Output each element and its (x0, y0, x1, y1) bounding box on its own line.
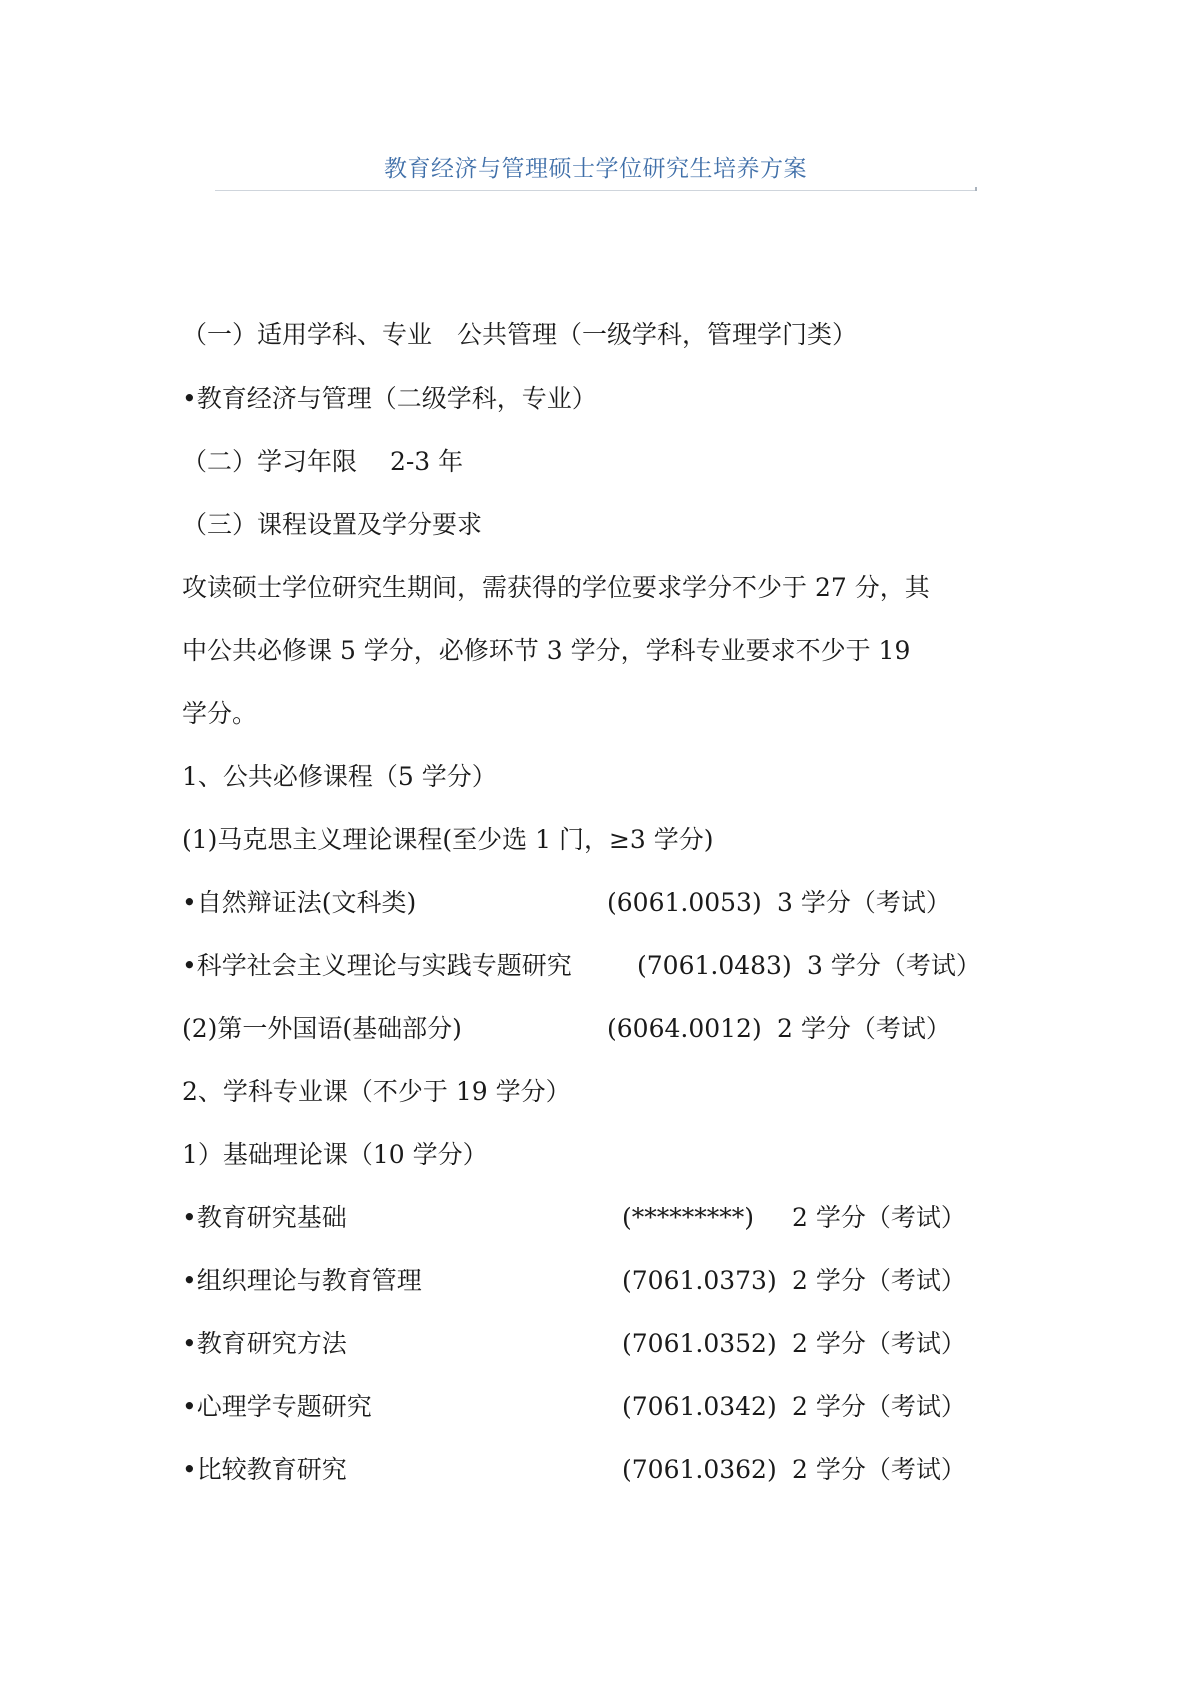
course-credit: 2 学分（考试） (792, 1392, 966, 1421)
paragraph-line-2: 中公共必修课 5 学分，必修环节 3 学分，学科专业要求不少于 19 (182, 636, 911, 665)
header-rule (215, 190, 975, 191)
course-name: •组织理论与教育管理 (182, 1266, 422, 1295)
subsection-basic-theory: 1）基础理论课（10 学分） (182, 1140, 488, 1169)
course-code: (7061.0342) (622, 1392, 777, 1421)
course-name: •自然辩证法(文科类) (182, 888, 417, 917)
course-credit: 2 学分（考试） (777, 1014, 951, 1043)
section-2-study-duration: （二）学习年限 2-3 年 (182, 447, 464, 476)
course-name: •心理学专题研究 (182, 1392, 372, 1421)
course-code: (7061.0373) (622, 1266, 777, 1295)
bullet-discipline-detail: •教育经济与管理（二级学科，专业） (182, 384, 597, 413)
paragraph-line-3: 学分。 (182, 699, 258, 728)
course-code: (7061.0362) (622, 1455, 777, 1484)
section-3-course-credits: （三）课程设置及学分要求 (182, 510, 483, 539)
page-header-title: 教育经济与管理硕士学位研究生培养方案 (384, 156, 807, 182)
course-name: •科学社会主义理论与实践专题研究 (182, 951, 572, 980)
course-name: (2)第一外国语(基础部分) (182, 1014, 462, 1043)
subsection-marxism-courses: (1)马克思主义理论课程(至少选 1 门，≥3 学分) (182, 825, 714, 854)
course-code: (6064.0012) (607, 1014, 762, 1043)
course-credit: 3 学分（考试） (807, 951, 981, 980)
subsection-discipline-courses: 2、学科专业课（不少于 19 学分） (182, 1077, 571, 1106)
course-code: (*********) (622, 1203, 755, 1232)
course-credit: 2 学分（考试） (792, 1266, 966, 1295)
course-name: •教育研究基础 (182, 1203, 347, 1232)
section-1-applicable-discipline: （一）适用学科、专业 公共管理（一级学科，管理学门类） (182, 320, 858, 349)
course-code: (6061.0053) (607, 888, 762, 917)
subsection-public-required: 1、公共必修课程（5 学分） (182, 762, 497, 791)
course-credit: 2 学分（考试） (792, 1455, 966, 1484)
course-code: (7061.0483) (637, 951, 792, 980)
course-credit: 2 学分（考试） (792, 1203, 966, 1232)
course-name: •教育研究方法 (182, 1329, 347, 1358)
course-credit: 2 学分（考试） (792, 1329, 966, 1358)
course-code: (7061.0352) (622, 1329, 777, 1358)
header-rule-mark (975, 187, 977, 191)
course-credit: 3 学分（考试） (777, 888, 951, 917)
paragraph-line-1: 攻读硕士学位研究生期间，需获得的学位要求学分不少于 27 分，其 (182, 573, 930, 602)
course-name: •比较教育研究 (182, 1455, 347, 1484)
